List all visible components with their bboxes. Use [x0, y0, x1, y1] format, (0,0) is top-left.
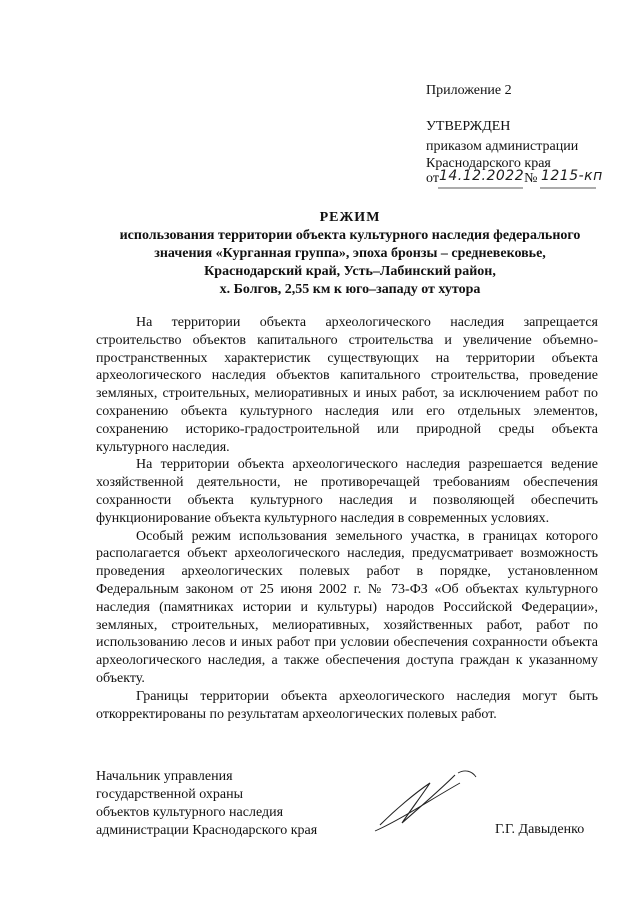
signatory-name: Г.Г. Давыденко	[495, 822, 585, 837]
paragraph-special-regime: Особый режим использования земельного участка, в границах которого располагается объект археологического наследия, предусматривает возможность проведения археологических полевых работ в порядке, установленном Федеральным законом от 25 июня 2002 г. № 73-ФЗ «Об объектах культурного наследия (памятниках истории и культуры) народов Российской Федерации», земляных, строительных, мелиоративных, хозяйственных работ, работ по использованию лесов и иных работ при условии обеспечения сохранности объекта археологического наследия, а также обеспечения доступа граждан к указанному объекту.	[96, 528, 598, 686]
signatory-position	[96, 768, 317, 840]
title-line-4: х. Болгов, 2,55 км к юго–западу от хутора	[219, 282, 481, 297]
position-line-3: объектов культурного наследия	[96, 805, 284, 820]
order-line: приказом администрации	[426, 139, 579, 154]
date-underline	[428, 186, 598, 192]
paragraph-permissions: На территории объекта археологического наследия разрешается ведение хозяйственной деятельности, не противоречащей требованиям обеспечения сохранности объекта культурного наследия и позволяющей обеспечить функционирование объекта культурного наследия в современных условиях.	[96, 457, 598, 526]
date-prefix: от	[426, 171, 439, 186]
approved-label: УТВЕРЖДЕН	[426, 119, 511, 134]
handwritten-signature	[360, 765, 490, 840]
title-line-2: значения «Курганная группа», эпоха бронзы – средневековье,	[154, 246, 546, 261]
annex-label: Приложение 2	[426, 83, 512, 98]
number-prefix: №	[524, 171, 538, 186]
title-line-3: Краснодарский край, Усть–Лабинский район,	[204, 264, 496, 279]
position-line-4: администрации Краснодарского края	[96, 823, 318, 838]
handwritten-number: 1215-кп	[540, 168, 603, 184]
title-line-1: использования территории объекта культурного наследия федерального	[119, 228, 581, 243]
region-line: Краснодарского края	[426, 156, 551, 171]
title-heading: РЕЖИМ	[319, 210, 381, 225]
document-body	[96, 314, 598, 723]
position-line-2: государственной охраны	[96, 787, 244, 802]
paragraph-prohibitions: На территории объекта археологического наследия запрещается строительство объектов капитального строительства и увеличение объемно-пространственных характеристик существующих на территории объекта археологического наследия объектов капитального строительства, проведение земляных, строительных, мелиоративных и иных работ, за исключением работ по сохранению объекта культурного наследия или его отдельных элементов, сохранению историко-градостроительной или природной среды объекта культурного наследия.	[96, 315, 598, 455]
handwritten-date: 14.12.2022	[438, 168, 525, 184]
document-title	[50, 208, 639, 299]
position-line-1: Начальник управления	[96, 769, 233, 784]
paragraph-boundaries: Границы территории объекта археологического наследия могут быть откорректированы по результатам археологических полевых работ.	[96, 688, 598, 722]
